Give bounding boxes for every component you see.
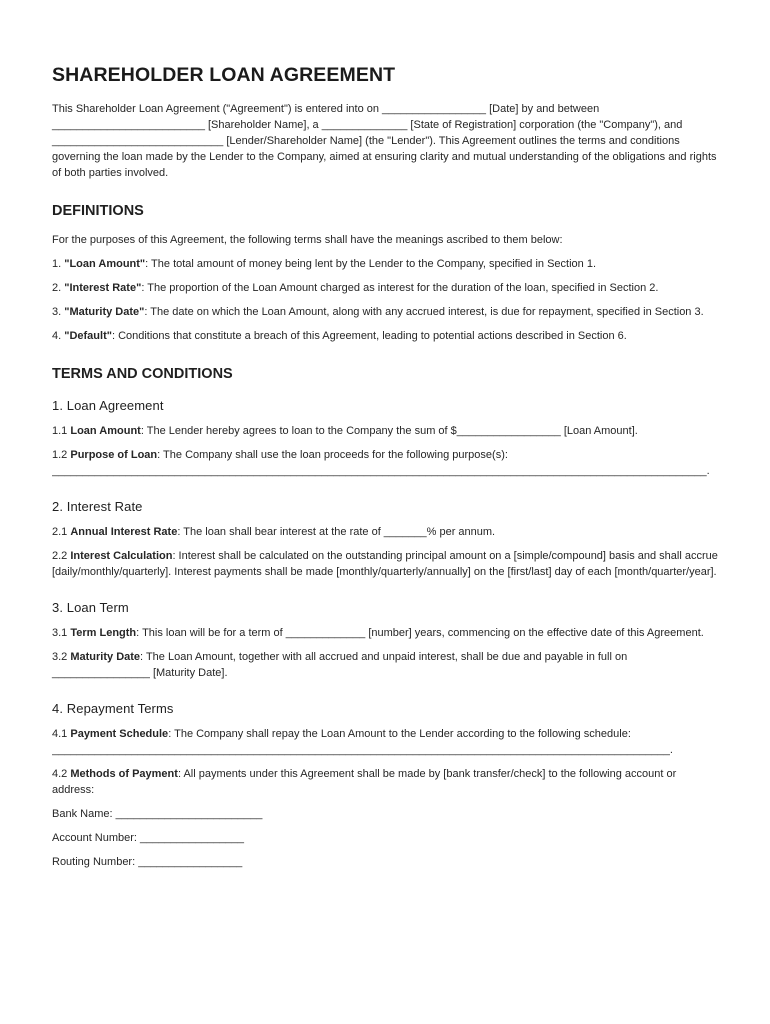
clause-2-1: 2.1 Annual Interest Rate: The loan shall bear interest at the rate of _______% per annum. [52,526,496,538]
routing-number-field: Routing Number: _________________ [52,856,243,868]
section-1-heading: 1. Loan Agreement [52,398,164,413]
section-3-heading: 3. Loan Term [52,600,129,615]
definition-item: 3. "Maturity Date": The date on which the Loan Amount, along with any accrued interest, is due for repayment, specified in Section 3. [52,306,704,318]
definition-term: "Maturity Date" [64,306,145,318]
clause-3-1: 3.1 Term Length: This loan will be for a term of _____________ [number] years, commencing on the effective date of this Agreement. [52,627,704,639]
definition-term: "Loan Amount" [64,258,146,270]
clause-1-1: 1.1 Loan Amount: The Lender hereby agrees to loan to the Company the sum of $_________________ [Loan Amount]. [52,425,638,437]
definition-item: 2. "Interest Rate": The proportion of the Loan Amount charged as interest for the duration of the loan, specified in Section 2. [52,282,659,294]
definition-term: "Default" [64,330,112,342]
purpose-blank-line: ___________________________________________________________________________________________________________. [52,465,710,477]
clause-1-2: 1.2 Purpose of Loan: The Company shall use the loan proceeds for the following purpose(s): ___________________________________________________________________________________________________________. [52,447,720,479]
section-2-heading: 2. Interest Rate [52,499,143,514]
document-body [52,64,720,878]
bank-name-field: Bank Name: ________________________ [52,808,263,820]
clause-3-2: 3.2 Maturity Date: The Loan Amount, together with all accrued and unpaid interest, shall be due and payable in full on ________________ [Maturity Date]. [52,651,628,679]
definitions-lead: For the purposes of this Agreement, the following terms shall have the meanings ascribed to them below: [52,234,563,246]
definition-term: "Interest Rate" [64,282,142,294]
account-number-field: Account Number: _________________ [52,832,245,844]
clause-2-2: 2.2 Interest Calculation: Interest shall be calculated on the outstanding principal amount on a [simple/compound] basis and shall accrue [daily/monthly/quarterly]. Interest payments shall be made [monthly/quarterly/annually] on the [first/last] day of each [month/quarter/year]. [52,550,718,578]
clause-4-1: 4.1 Payment Schedule: The Company shall repay the Loan Amount to the Lender according to the following schedule: _____________________________________________________________________________________________________. [52,726,720,758]
document-title: SHAREHOLDER LOAN AGREEMENT [52,64,396,86]
definition-item: 1. "Loan Amount": The total amount of money being lent by the Lender to the Company, specified in Section 1. [52,258,597,270]
definition-item: 4. "Default": Conditions that constitute a breach of this Agreement, leading to potential actions described in Section 6. [52,330,627,342]
clause-4-2: 4.2 Methods of Payment: All payments under this Agreement shall be made by [bank transfer/check] to the following account or address: [52,768,677,796]
schedule-blank-line: _____________________________________________________________________________________________________. [52,744,673,756]
definitions-heading: DEFINITIONS [52,203,144,219]
terms-heading: TERMS AND CONDITIONS [52,366,233,382]
intro-paragraph: This Shareholder Loan Agreement ("Agreement") is entered into on _________________ [Date] by and between _________________________ [Shareholder Name], a ______________ [State of Registration] corporation (the "Company"), and ____________________________ [Lender/Shareholder Name] (the "Lender"). This Agreement outlines the terms and conditions governing the loan made by the Lender to the Company, aimed at ensuring clarity and mutual understanding of the obligations and rights of both parties involved. [52,103,717,179]
section-4-heading: 4. Repayment Terms [52,701,174,716]
